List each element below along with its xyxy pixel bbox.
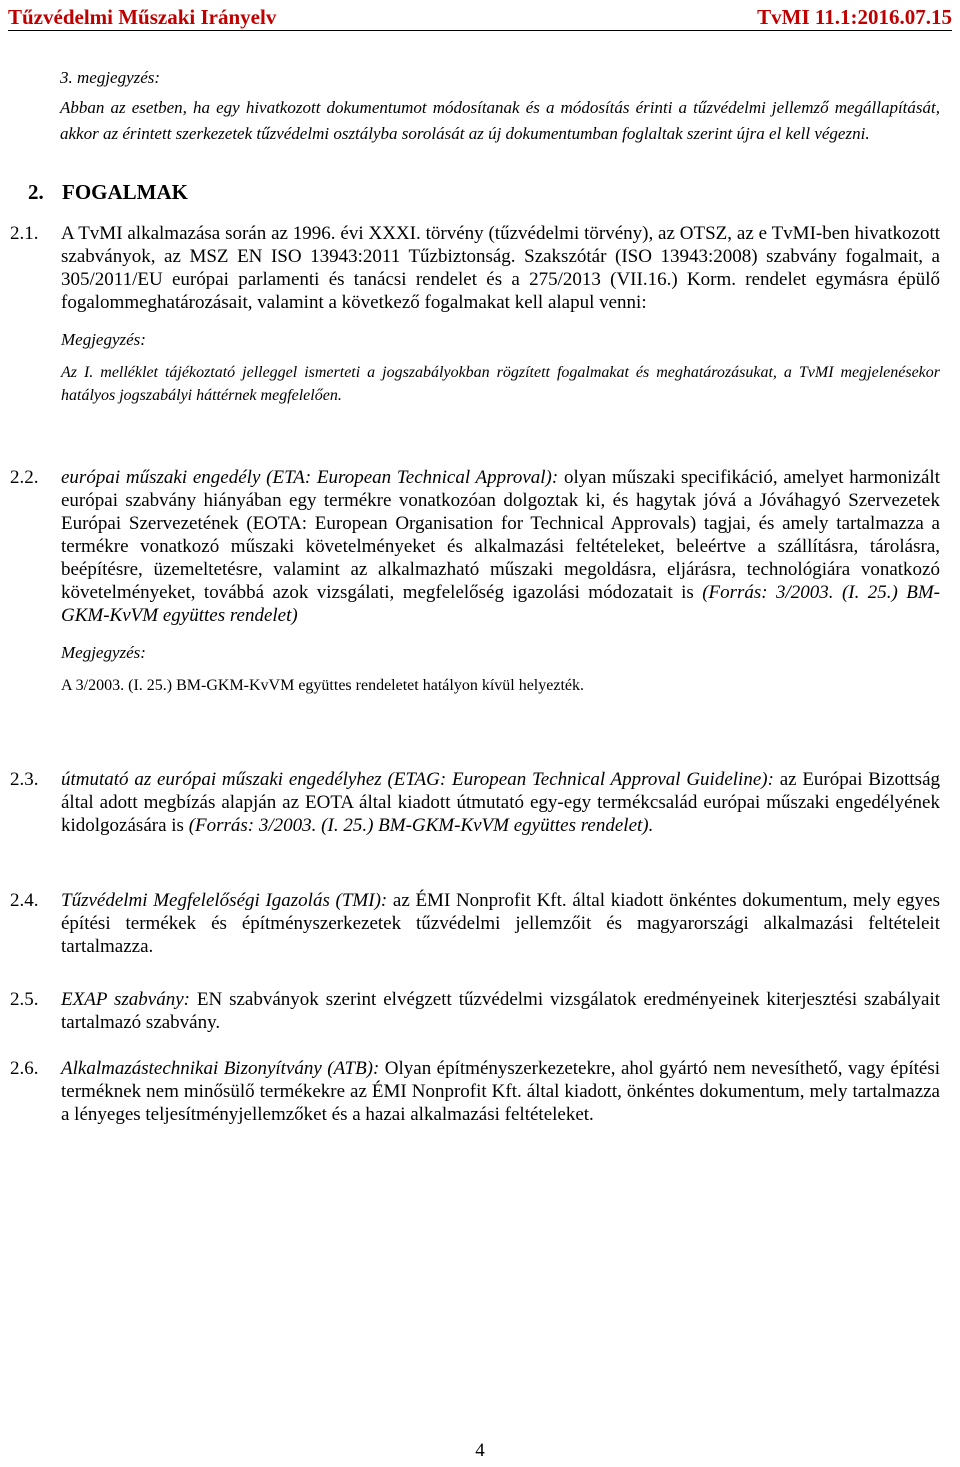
item-source: (Forrás: 3/2003. (I. 25.) BM-GKM-KvVM együttes rendelet) — [61, 582, 940, 626]
header-title: Tűzvédelmi Műszaki Irányelv — [8, 5, 277, 29]
definition-2-2 — [10, 466, 940, 697]
item-number: 2.4. — [10, 890, 39, 911]
item-note-title: Megjegyzés: — [61, 330, 146, 349]
item-text: Olyan építményszerkezetekre, ahol gyártó nem nevesíthető, vagy építési terméknek nem minősülő termékekre az ÉMI Nonprofit Kft. által kiadott, önkéntes dokumentum, mely tartalmazza a lényeges teljesítményjellemzőket és a hazai alkalmazási feltételeket. — [61, 1058, 940, 1125]
note-3-text: Abban az esetben, ha egy hivatkozott dokumentumot módosítanak és a módosítás érinti a tűzvédelmi jellemző megállapítását, akkor az érintett szerkezetek tűzvédelmi osztályba sorolását az új dokumentumban foglaltak szerint újra el kell végezni. — [60, 98, 940, 143]
definition-2-6 — [10, 1057, 940, 1126]
item-term: EXAP szabvány: — [61, 989, 190, 1010]
item-note-text: A 3/2003. (I. 25.) BM-GKM-KvVM együttes rendeletet hatályon kívül helyezték. — [61, 677, 584, 694]
item-note-text: Az I. melléklet tájékoztató jelleggel ismerteti a jogszabályokban rögzített fogalmakat és meghatározásukat, a TvMI megjelenésekor hatályos jogszabályi háttérnek megfelelően. — [61, 364, 940, 404]
item-text: A TvMI alkalmazása során az 1996. évi XXXI. törvény (tűzvédelmi törvény), az OTSZ, az e TvMI-ben hivatkozott szabványok, az MSZ EN ISO 13943:2011 Tűzbiztonság. Szakszótár (ISO 13943:2008) szabvány fogalmait, a 305/2011/EU európai parlamenti és tanácsi rendelet és a 275/2013 (VII.16.) Korm. rendelet egymásra épülő fogalommeghatározásait, valamint a következő fogalmakat kell alapul venni: — [61, 223, 940, 313]
item-term: Tűzvédelmi Megfelelőségi Igazolás (TMI): — [61, 890, 388, 911]
item-number: 2.5. — [10, 989, 39, 1010]
item-note-title: Megjegyzés: — [61, 643, 146, 662]
item-text: EN szabványok szerint elvégzett tűzvédelmi vizsgálatok eredményeinek kiterjesztési szabályait tartalmazó szabvány. — [61, 989, 941, 1033]
item-text: az ÉMI Nonprofit Kft. által kiadott önkéntes dokumentum, mely egyes építési termékek és építményszerkezetek tűzvédelmi jellemzőit és magyarországi alkalmazási feltételeit tartalmazza. — [61, 890, 940, 957]
definition-2-4 — [10, 889, 940, 958]
item-term: európai műszaki engedély (ETA: European Technical Approval): — [61, 467, 559, 488]
item-term: Alkalmazástechnikai Bizonyítvány (ATB): — [61, 1058, 380, 1079]
item-number: 2.1. — [10, 223, 39, 244]
header-doc-id: TvMI 11.1:2016.07.15 — [757, 5, 952, 29]
section-title: FOGALMAK — [62, 180, 188, 204]
item-text: az Európai Bizottság által adott megbízás alapján az EOTA által kiadott útmutató egy-egy termékcsalád európai műszaki engedélyének kidolgozására is — [61, 769, 941, 836]
section-number: 2. — [28, 180, 44, 204]
item-term: útmutató az európai műszaki engedélyhez (ETAG: European Technical Approval Guideline): — [61, 769, 774, 790]
definition-2-1 — [10, 222, 940, 407]
item-number: 2.3. — [10, 769, 39, 790]
item-number: 2.2. — [10, 467, 39, 488]
note-3-title: 3. megjegyzés: — [60, 68, 161, 87]
page-header — [8, 0, 952, 31]
page-number: 4 — [475, 1440, 485, 1461]
definition-2-5 — [10, 988, 940, 1034]
item-text: olyan műszaki specifikáció, amelyet harmonizált európai szabvány hiányában egy termékre vonatkozóan dolgoztak ki, és hagytak jóvá a Jóváhagyó Szervezetek Európai Szervezetének (EOTA: European Organisation for Technical Approvals) tagjai, és amely tartalmazza a termékre vonatkozó műszaki követelményeket és alkalmazási feltételeket, beleértve a szállításra, tárolásra, beépítésre, üzemeltetésre, valamint az alkalmazható műszaki megoldásra, eljárásra, technológiára vonatkozó követelményeket, továbbá azok vizsgálati, megfelelőség igazolási módozatait is — [61, 467, 940, 603]
definition-2-3 — [10, 768, 940, 837]
note-3 — [60, 66, 940, 146]
item-number: 2.6. — [10, 1058, 39, 1079]
section-heading — [28, 180, 188, 205]
item-source: (Forrás: 3/2003. (I. 25.) BM-GKM-KvVM együttes rendelet). — [188, 815, 654, 836]
